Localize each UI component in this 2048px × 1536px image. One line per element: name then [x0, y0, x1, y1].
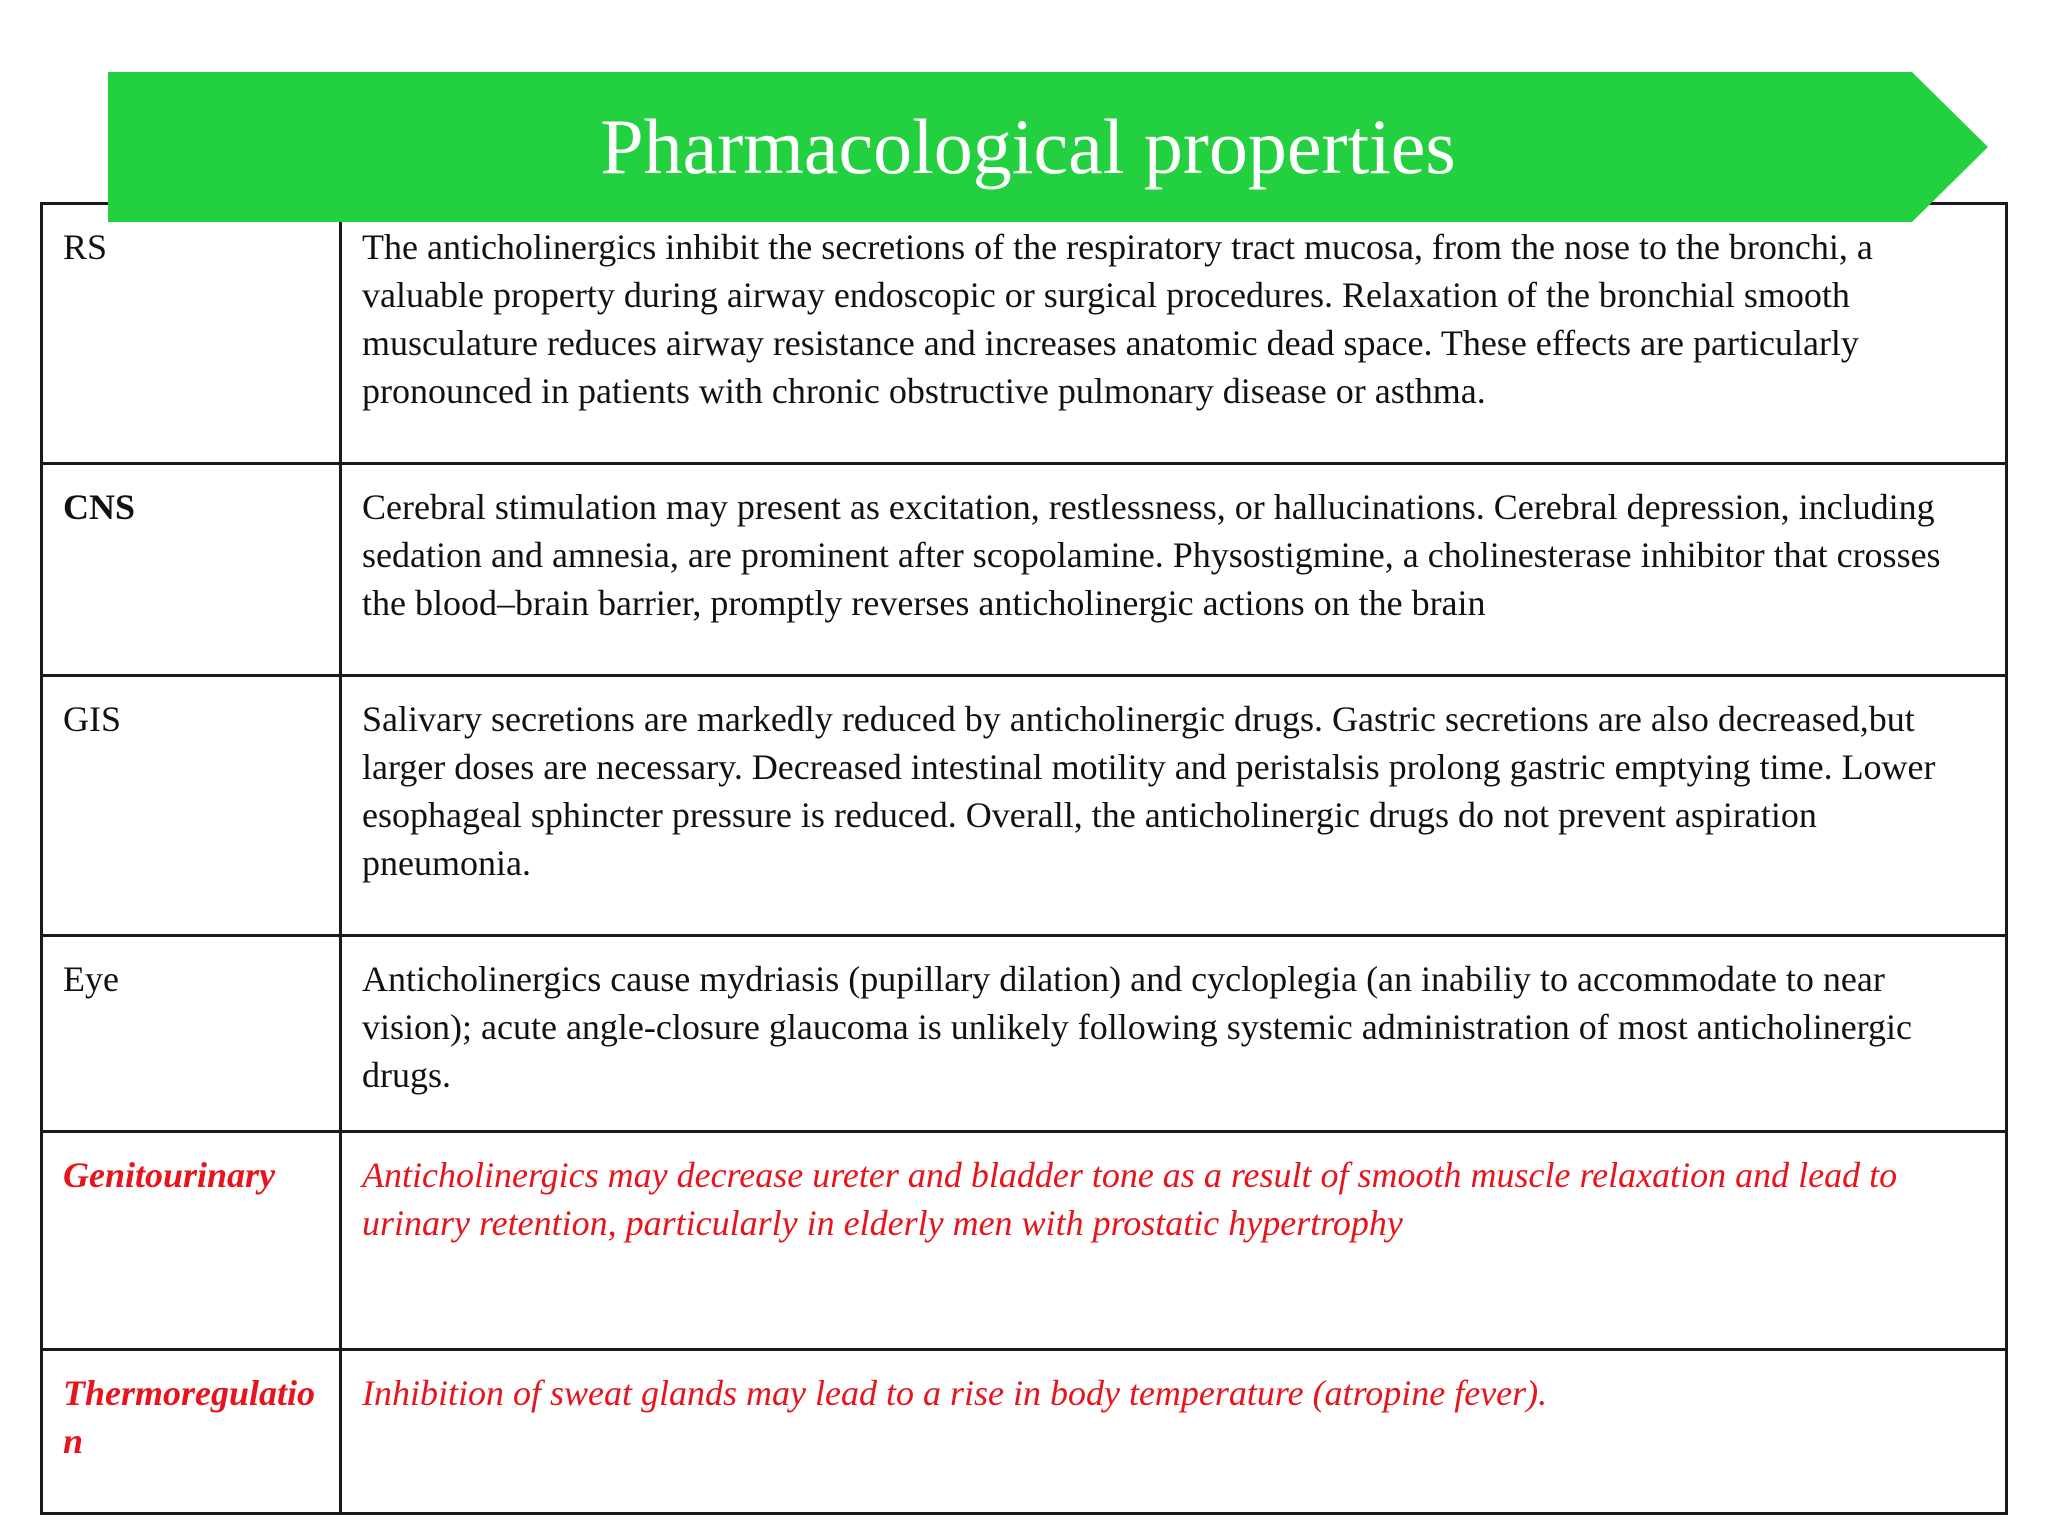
- row-text-eye: Anticholinergics cause mydriasis (pupillary dilation) and cycloplegia (an inabiliy to accommodate to near vision); acute angle-closure glaucoma is unlikely following systemic administration of most anticholinergic drugs.: [341, 936, 2007, 1132]
- properties-table: [40, 202, 2008, 1515]
- row-label-genitourinary: Genitourinary: [42, 1132, 341, 1350]
- row-text-rs: The anticholinergics inhibit the secretions of the respiratory tract mucosa, from the nose to the bronchi, a valuable property during airway endoscopic or surgical procedures. Relaxation of the bronchial smooth musculature reduces airway resistance and increases anatomic dead space. These effects are particularly pronounced in patients with chronic obstructive pulmonary disease or asthma.: [341, 204, 2007, 464]
- table-row-gis: [42, 676, 2007, 936]
- table-row-eye: [42, 936, 2007, 1132]
- title-banner: [108, 72, 1988, 222]
- row-label-cns: CNS: [42, 464, 341, 676]
- row-label-rs: RS: [42, 204, 341, 464]
- table-row-thermoregulation: [42, 1350, 2007, 1514]
- table-row-rs: [42, 204, 2007, 464]
- row-text-thermoregulation: Inhibition of sweat glands may lead to a rise in body temperature (atropine fever).: [341, 1350, 2007, 1514]
- table-row-cns: [42, 464, 2007, 676]
- row-text-cns: Cerebral stimulation may present as excitation, restlessness, or hallucinations. Cerebral depression, including sedation and amnesia, are prominent after scopolamine. Physostigmine, a cholinesterase inhibitor that crosses the blood–brain barrier, promptly reverses anticholinergic actions on the brain: [341, 464, 2007, 676]
- row-label-thermoregulation: Thermoregulation: [42, 1350, 341, 1514]
- table-row-genitourinary: [42, 1132, 2007, 1350]
- row-text-gis: Salivary secretions are markedly reduced by anticholinergic drugs. Gastric secretions are also decreased,but larger doses are necessary. Decreased intestinal motility and peristalsis prolong gastric emptying time. Lower esophageal sphincter pressure is reduced. Overall, the anticholinergic drugs do not prevent aspiration pneumonia.: [341, 676, 2007, 936]
- row-text-genitourinary: Anticholinergics may decrease ureter and bladder tone as a result of smooth muscle relaxation and lead to urinary retention, particularly in elderly men with prostatic hypertrophy: [341, 1132, 2007, 1350]
- page-title: Pharmacological properties: [600, 103, 1456, 190]
- row-label-eye: Eye: [42, 936, 341, 1132]
- row-label-gis: GIS: [42, 676, 341, 936]
